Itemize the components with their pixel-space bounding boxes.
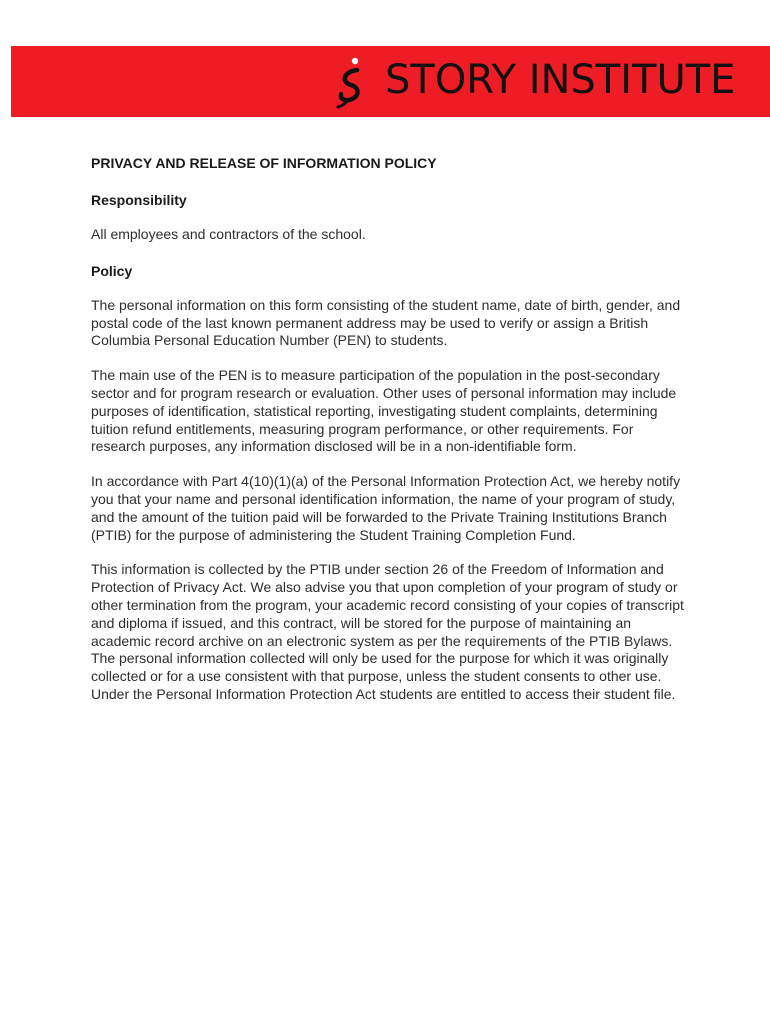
- policy-heading: Policy: [91, 262, 133, 279]
- logo-text: STORY INSTITUTE: [385, 57, 736, 103]
- stylized-s-figure-icon: [331, 54, 371, 110]
- document-body: [91, 154, 691, 721]
- policy-paragraph-3: In accordance with Part 4(10)(1)(a) of the Personal Information Protection Act, we hereby notify you that your name and personal identification information, the name of your program of study, and the amount of the tuition paid will be forwarded to the Private Training Institutions Branch (PTIB) for the purpose of administering the Student Training Completion Fund.: [91, 473, 681, 543]
- document-title: PRIVACY AND RELEASE OF INFORMATION POLICY: [91, 155, 437, 171]
- policy-paragraph-2: The main use of the PEN is to measure participation of the population in the post-secondary sector and for program research or evaluation. Other uses of personal information may include purposes of identification, statistical reporting, investigating student complaints, determining tuition refund entitlements, measuring program performance, or other requirements. For research purposes, any information disclosed will be in a non-identifiable form.: [91, 367, 677, 455]
- policy-paragraph-4: This information is collected by the PTIB under section 26 of the Freedom of Information and Protection of Privacy Act. We also advise you that upon completion of your program of study or other termination from the program, your academic record consisting of your copies of transcript and diploma if issued, and this contract, will be stored for the purpose of maintaining an academic record archive on an electronic system as per the requirements of the PTIB Bylaws. The personal information collected will only be used for the purpose for which it was originally collected or for a use consistent with that purpose, unless the student consents to other use. Under the Personal Information Protection Act students are entitled to access their student file.: [91, 561, 684, 702]
- responsibility-heading: Responsibility: [91, 192, 187, 208]
- header-banner: [11, 46, 770, 117]
- policy-paragraph-1: The personal information on this form consisting of the student name, date of birth, gender, and postal code of the last known permanent address may be used to verify or assign a British Columbia Personal Education Number (PEN) to students.: [91, 296, 681, 349]
- responsibility-text: All employees and contractors of the school.: [91, 226, 366, 242]
